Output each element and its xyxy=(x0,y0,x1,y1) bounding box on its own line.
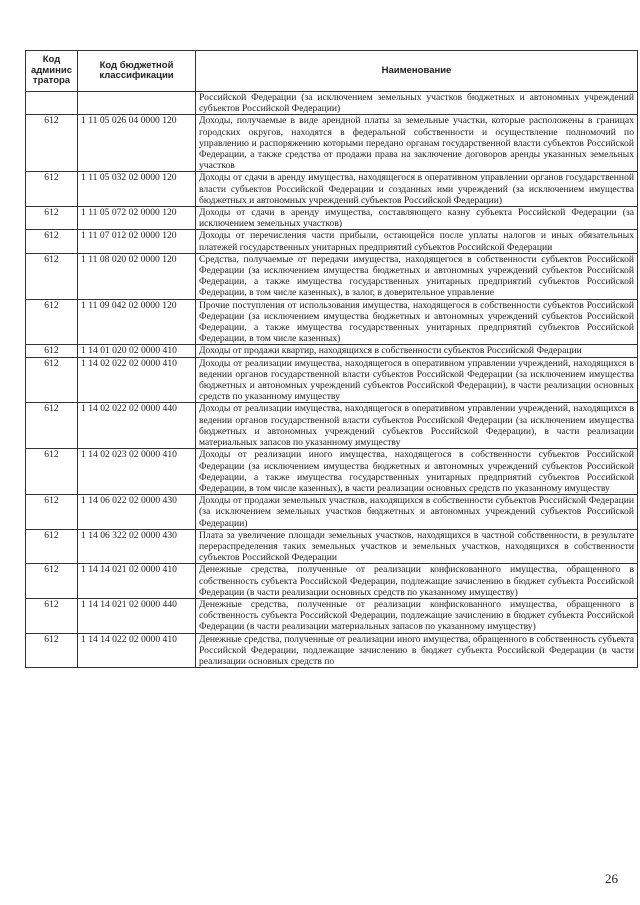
table-row xyxy=(26,172,638,207)
table-row xyxy=(26,92,638,115)
admin-code-cell: 612 xyxy=(26,172,78,207)
admin-code-cell: 612 xyxy=(26,598,78,633)
admin-code-cell: 612 xyxy=(26,495,78,530)
budget-code-cell: 1 14 02 022 02 0000 440 xyxy=(78,403,196,449)
admin-code-cell: 612 xyxy=(26,299,78,345)
admin-code-cell: 612 xyxy=(26,633,78,668)
budget-code-cell: 1 11 05 072 02 0000 120 xyxy=(78,207,196,230)
header-name: Наименование xyxy=(196,51,638,92)
name-cell: Доходы от реализации имущества, находящегося в оперативном управлении учреждений, находящихся в ведении органов государственной власти субъектов Российской Федерации (за исключением имущества бюджетных и автономных учреждений субъектов Российской Федерации), в части реализации основных средств по указанному имуществу xyxy=(196,357,638,403)
budget-code-cell: 1 11 07 012 02 0000 120 xyxy=(78,230,196,253)
admin-code-cell: 612 xyxy=(26,230,78,253)
budget-code-cell: 1 14 06 022 02 0000 430 xyxy=(78,495,196,530)
name-cell: Доходы от реализации иного имущества, находящегося в собственности субъектов Российской Федерации (за исключением имущества бюджетных и автономных учреждений субъектов Российской Федерации, а также имущества государственных унитарных предприятий субъектов Российской Федерации, в том числе казенных), в части реализации основных средств по указанному имуществу xyxy=(196,449,638,495)
budget-code-cell: 1 14 14 021 02 0000 410 xyxy=(78,564,196,599)
name-cell: Доходы от сдачи в аренду имущества, находящегося в оперативном управлении органов государственной власти субъектов Российской Федерации и созданных ими учреждений (за исключением имущества бюджетных и автономных учреждений субъектов Российской Федерации) xyxy=(196,172,638,207)
budget-code-cell: 1 14 14 021 02 0000 440 xyxy=(78,598,196,633)
name-cell: Доходы, получаемые в виде арендной платы за земельные участки, которые расположены в границах городских округов, находятся в федеральной собственности и осуществление полномочий по управлению и распоряжению которыми передано органам государственной власти субъектов Российской Федерации, а также средства от продажи права на заключение договоров аренды указанных земельных участков xyxy=(196,115,638,172)
table-row xyxy=(26,345,638,357)
admin-code-cell: 612 xyxy=(26,207,78,230)
admin-code-cell: 612 xyxy=(26,357,78,403)
table-header-row xyxy=(26,51,638,92)
budget-code-cell: 1 14 14 022 02 0000 410 xyxy=(78,633,196,668)
name-cell: Денежные средства, полученные от реализации конфискованного имущества, обращенного в собственность субъекта Российской Федерации, подлежащие зачислению в бюджет субъекта Российской Федерации (в части реализации материальных запасов по указанному имуществу) xyxy=(196,598,638,633)
name-cell: Средства, получаемые от передачи имущества, находящегося в собственности субъектов Российской Федерации (за исключением имущества бюджетных и автономных учреждений субъектов Российской Федерации, а также имущества государственных унитарных предприятий субъектов Российской Федерации, в том числе казенных), в залог, в доверительное управление xyxy=(196,253,638,299)
budget-code-cell: 1 11 08 020 02 0000 120 xyxy=(78,253,196,299)
admin-code-cell: 612 xyxy=(26,564,78,599)
budget-code-cell: 1 14 01 020 02 0000 410 xyxy=(78,345,196,357)
name-cell: Доходы от реализации имущества, находящегося в оперативном управлении учреждений, находящихся в ведении органов государственной власти субъектов Российской Федерации (за исключением имущества бюджетных и автономных учреждений субъектов Российской Федерации), в части реализации материальных запасов по указанному имуществу xyxy=(196,403,638,449)
budget-code-cell: 1 14 02 023 02 0000 410 xyxy=(78,449,196,495)
name-cell: Доходы от продажи земельных участков, находящихся в собственности субъектов Российской Федерации (за исключением земельных участков бюджетных и автономных учреждений субъектов Российской Федерации) xyxy=(196,495,638,530)
table-row xyxy=(26,564,638,599)
budget-code-cell: 1 11 05 032 02 0000 120 xyxy=(78,172,196,207)
budget-code-cell: 1 11 09 042 02 0000 120 xyxy=(78,299,196,345)
name-cell: Доходы от перечисления части прибыли, остающейся после уплаты налогов и иных обязательных платежей государственных унитарных предприятий субъектов Российской Федерации xyxy=(196,230,638,253)
name-cell: Доходы от сдачи в аренду имущества, составляющего казну субъекта Российской Федерации (за исключением земельных участков) xyxy=(196,207,638,230)
table-row xyxy=(26,299,638,345)
table-row xyxy=(26,115,638,172)
admin-code-cell: 612 xyxy=(26,345,78,357)
header-budget-code: Код бюджетной классификации xyxy=(78,51,196,92)
budget-code-cell: 1 11 05 026 04 0000 120 xyxy=(78,115,196,172)
admin-code-cell: 612 xyxy=(26,403,78,449)
revenue-codes-table xyxy=(25,50,638,668)
name-cell: Денежные средства, полученные от реализации конфискованного имущества, обращенного в собственность субъекта Российской Федерации, подлежащие зачислению в бюджет субъекта Российской Федерации (в части реализации основных средств по указанному имуществу) xyxy=(196,564,638,599)
admin-code-cell: 612 xyxy=(26,529,78,564)
admin-code-cell: 612 xyxy=(26,115,78,172)
table-body xyxy=(26,92,638,668)
table-row xyxy=(26,357,638,403)
page-number: 26 xyxy=(605,871,618,886)
name-cell: Российской Федерации (за исключением земельных участков бюджетных и автономных учреждений субъектов Российской Федерации) xyxy=(196,92,638,115)
name-cell: Прочие поступления от использования имущества, находящегося в собственности субъектов Российской Федерации (за исключением имущества бюджетных и автономных учреждений субъектов Российской Федерации, а также имущества государственных унитарных предприятий субъектов Российской Федерации, в том числе казенных) xyxy=(196,299,638,345)
budget-code-cell: 1 14 06 322 02 0000 430 xyxy=(78,529,196,564)
admin-code-cell xyxy=(26,92,78,115)
name-cell: Денежные средства, полученные от реализации иного имущества, обращенного в собственность субъекта Российской Федерации, подлежащие зачислению в бюджет субъекта Российской Федерации (в части реализации основных средств по xyxy=(196,633,638,668)
admin-code-cell: 612 xyxy=(26,253,78,299)
table-row xyxy=(26,598,638,633)
table-row xyxy=(26,207,638,230)
table-row xyxy=(26,633,638,668)
table-row xyxy=(26,449,638,495)
admin-code-cell: 612 xyxy=(26,449,78,495)
name-cell: Плата за увеличение площади земельных участков, находящихся в частной собственности, в результате перераспределения таких земельных участков и земельных участков, находящихся в собственности субъектов Российской Федерации xyxy=(196,529,638,564)
budget-code-cell: 1 14 02 022 02 0000 410 xyxy=(78,357,196,403)
table-row xyxy=(26,403,638,449)
budget-code-cell xyxy=(78,92,196,115)
table-row xyxy=(26,253,638,299)
table-row xyxy=(26,529,638,564)
table-row xyxy=(26,495,638,530)
name-cell: Доходы от продажи квартир, находящихся в собственности субъектов Российской Федерации xyxy=(196,345,638,357)
header-admin-code: Код админис тратора xyxy=(26,51,78,92)
table-row xyxy=(26,230,638,253)
